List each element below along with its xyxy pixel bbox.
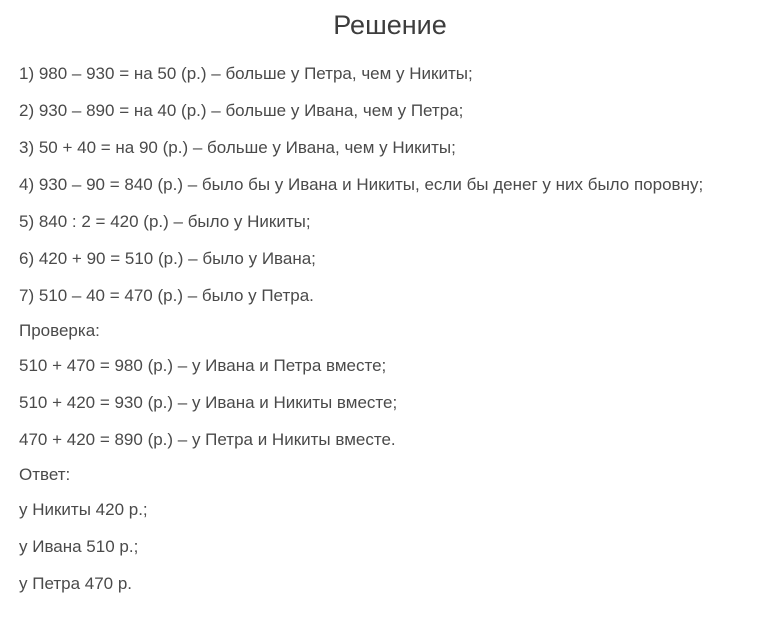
page-title: Решение <box>333 10 447 40</box>
solution-step-6: 6) 420 + 90 = 510 (р.) – было у Ивана; <box>19 249 316 268</box>
solution-step-7: 7) 510 – 40 = 470 (р.) – было у Петра. <box>19 286 314 305</box>
solution-step-3: 3) 50 + 40 = на 90 (р.) – больше у Ивана, чем у Никиты; <box>19 138 456 157</box>
check-heading: Проверка: <box>19 321 100 340</box>
check-line-2: 510 + 420 = 930 (р.) – у Ивана и Никиты вместе; <box>19 393 398 412</box>
answer-line-3: у Петра 470 р. <box>19 574 133 593</box>
solution-step-5: 5) 840 : 2 = 420 (р.) – было у Никиты; <box>19 212 311 231</box>
answer-line-2: у Ивана 510 р.; <box>19 537 139 556</box>
solution-step-1: 1) 980 – 930 = на 50 (р.) – больше у Петра, чем у Никиты; <box>19 64 473 83</box>
answer-line-1: у Никиты 420 р.; <box>19 500 148 519</box>
check-line-1: 510 + 470 = 980 (р.) – у Ивана и Петра вместе; <box>19 356 387 375</box>
answer-heading: Ответ: <box>19 465 71 484</box>
solution-step-2: 2) 930 – 890 = на 40 (р.) – больше у Ивана, чем у Петра; <box>19 101 464 120</box>
check-line-3: 470 + 420 = 890 (р.) – у Петра и Никиты вместе. <box>19 430 396 449</box>
solution-step-4: 4) 930 – 90 = 840 (р.) – было бы у Ивана и Никиты, если бы денег у них было поровну; <box>19 175 704 194</box>
